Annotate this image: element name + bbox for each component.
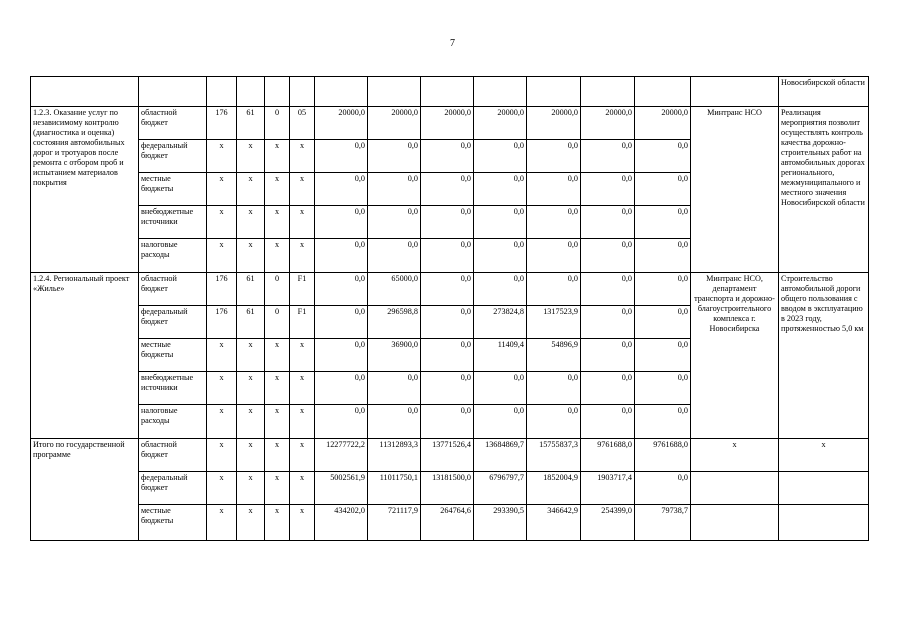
budget-code: x <box>290 206 315 239</box>
funding-amount: 0,0 <box>527 273 581 306</box>
funding-source: областной бюджет <box>139 273 207 306</box>
funding-amount: 20000,0 <box>421 107 474 140</box>
funding-amount: 1852004,9 <box>527 472 581 505</box>
total-row <box>31 505 869 541</box>
funding-amount: 0,0 <box>421 239 474 273</box>
budget-code: x <box>265 439 290 472</box>
funding-amount: 79738,7 <box>635 505 691 541</box>
budget-code: x <box>265 339 290 372</box>
budget-code: x <box>207 140 237 173</box>
funding-amount: 1317523,9 <box>527 306 581 339</box>
funding-amount: 0,0 <box>635 339 691 372</box>
funding-source: областной бюджет <box>139 107 207 140</box>
funding-amount: 20000,0 <box>635 107 691 140</box>
budget-code: 61 <box>237 306 265 339</box>
budget-code: 0 <box>265 306 290 339</box>
budget-code: x <box>290 372 315 405</box>
expected-result-cell: Реализация мероприятия позволит осуществлять контроль качества дорожно-строительных работ на автомобильных дорогах регионального, межмуниципального и местного значения Новосибирской области <box>779 107 869 273</box>
budget-code: x <box>290 405 315 439</box>
budget-code: x <box>290 505 315 541</box>
funding-amount: 0,0 <box>635 206 691 239</box>
budget-code: x <box>265 405 290 439</box>
executor-cell <box>691 505 779 541</box>
funding-row <box>31 107 869 140</box>
expected-result-cell: Строительство автомобильной дороги общего пользования с вводом в эксплуатацию в 2023 году, протяженностью 5,0 км <box>779 273 869 439</box>
budget-code: x <box>207 173 237 206</box>
funding-amount: 264764,6 <box>421 505 474 541</box>
funding-amount: 11011750,1 <box>368 472 421 505</box>
funding-amount: 0,0 <box>635 173 691 206</box>
funding-source: налоговые расходы <box>139 405 207 439</box>
funding-amount: 20000,0 <box>368 107 421 140</box>
funding-amount: 0,0 <box>315 206 368 239</box>
funding-amount: 11409,4 <box>474 339 527 372</box>
funding-amount: 0,0 <box>368 140 421 173</box>
executor-cell: Минтранс НСО, департамент транспорта и дорожно-благоустроительного комплекса г. Новосибирска <box>691 273 779 439</box>
total-row <box>31 439 869 472</box>
funding-amount: 0,0 <box>527 173 581 206</box>
funding-amount: 0,0 <box>581 173 635 206</box>
budget-code: x <box>290 173 315 206</box>
funding-amount: 11312893,3 <box>368 439 421 472</box>
funding-amount: 0,0 <box>315 306 368 339</box>
funding-amount: 0,0 <box>421 306 474 339</box>
budget-code: x <box>265 505 290 541</box>
funding-amount: 346642,9 <box>527 505 581 541</box>
funding-amount: 12277722,2 <box>315 439 368 472</box>
funding-amount: 20000,0 <box>315 107 368 140</box>
budget-code: 61 <box>237 273 265 306</box>
funding-amount: 0,0 <box>474 173 527 206</box>
budget-code: F1 <box>290 273 315 306</box>
funding-amount: 6796797,7 <box>474 472 527 505</box>
budget-code: x <box>265 239 290 273</box>
budget-code: x <box>237 372 265 405</box>
funding-amount: 13684869,7 <box>474 439 527 472</box>
funding-amount: 0,0 <box>527 372 581 405</box>
funding-amount: 0,0 <box>581 206 635 239</box>
funding-amount: 0,0 <box>315 405 368 439</box>
funding-amount: 9761688,0 <box>581 439 635 472</box>
funding-amount: 20000,0 <box>581 107 635 140</box>
continuation-row <box>31 77 869 107</box>
funding-amount: 54896,9 <box>527 339 581 372</box>
budget-code: x <box>290 439 315 472</box>
funding-amount: 0,0 <box>527 239 581 273</box>
funding-amount: 0,0 <box>527 140 581 173</box>
funding-amount: 0,0 <box>635 405 691 439</box>
funding-amount: 0,0 <box>581 306 635 339</box>
funding-amount: 20000,0 <box>474 107 527 140</box>
funding-amount: 36900,0 <box>368 339 421 372</box>
budget-code: x <box>237 239 265 273</box>
budget-code: x <box>207 405 237 439</box>
funding-amount: 0,0 <box>635 306 691 339</box>
funding-source: внебюджетные источники <box>139 206 207 239</box>
funding-amount: 0,0 <box>421 173 474 206</box>
program-total-label: Итого по государственной программе <box>31 439 139 541</box>
funding-amount: 65000,0 <box>368 273 421 306</box>
funding-amount: 254399,0 <box>581 505 635 541</box>
funding-amount: 0,0 <box>581 405 635 439</box>
funding-amount: 0,0 <box>421 206 474 239</box>
budget-code: 176 <box>207 273 237 306</box>
funding-amount: 293390,5 <box>474 505 527 541</box>
funding-amount: 721117,9 <box>368 505 421 541</box>
funding-amount: 0,0 <box>635 273 691 306</box>
budget-code: 0 <box>265 107 290 140</box>
budget-code: x <box>265 372 290 405</box>
funding-amount: 0,0 <box>635 239 691 273</box>
executor-cell <box>691 472 779 505</box>
program-funding-table <box>30 76 869 541</box>
budget-code: x <box>237 439 265 472</box>
budget-code: x <box>237 339 265 372</box>
funding-amount: 20000,0 <box>527 107 581 140</box>
total-row <box>31 472 869 505</box>
funding-amount: 0,0 <box>474 239 527 273</box>
page-number: 7 <box>450 38 455 49</box>
budget-code: 176 <box>207 306 237 339</box>
funding-amount: 273824,8 <box>474 306 527 339</box>
funding-amount: 0,0 <box>315 339 368 372</box>
funding-amount: 13771526,4 <box>421 439 474 472</box>
funding-amount: 0,0 <box>581 239 635 273</box>
funding-amount: 0,0 <box>421 339 474 372</box>
budget-code: x <box>237 206 265 239</box>
funding-amount: 0,0 <box>474 206 527 239</box>
budget-code: x <box>237 472 265 505</box>
funding-amount: 0,0 <box>368 173 421 206</box>
budget-code: x <box>290 472 315 505</box>
funding-source: местные бюджеты <box>139 339 207 372</box>
expected-result-cell <box>779 472 869 505</box>
funding-amount: 5002561,9 <box>315 472 368 505</box>
funding-amount: 0,0 <box>635 372 691 405</box>
budget-code: 0 <box>265 273 290 306</box>
funding-amount: 0,0 <box>421 372 474 405</box>
funding-source: налоговые расходы <box>139 239 207 273</box>
funding-amount: 0,0 <box>474 140 527 173</box>
budget-code: x <box>290 239 315 273</box>
budget-code: x <box>265 206 290 239</box>
expected-result-cell <box>779 505 869 541</box>
funding-amount: 0,0 <box>581 372 635 405</box>
budget-code: F1 <box>290 306 315 339</box>
funding-amount: 9761688,0 <box>635 439 691 472</box>
measure-name: 1.2.4. Региональный проект «Жилье» <box>31 273 139 439</box>
funding-row <box>31 273 869 306</box>
funding-amount: 0,0 <box>474 372 527 405</box>
funding-amount: 0,0 <box>581 339 635 372</box>
expected-result-cell: x <box>779 439 869 472</box>
funding-amount: 0,0 <box>635 472 691 505</box>
budget-code: x <box>207 372 237 405</box>
funding-amount: 0,0 <box>315 239 368 273</box>
budget-code: x <box>207 439 237 472</box>
budget-code: 61 <box>237 107 265 140</box>
funding-amount: 0,0 <box>315 273 368 306</box>
budget-code: 176 <box>207 107 237 140</box>
funding-amount: 0,0 <box>315 173 368 206</box>
funding-amount: 0,0 <box>474 405 527 439</box>
budget-code: x <box>237 140 265 173</box>
funding-amount: 0,0 <box>421 273 474 306</box>
funding-amount: 0,0 <box>368 239 421 273</box>
budget-code: x <box>290 339 315 372</box>
budget-code: x <box>207 206 237 239</box>
executor-cell: Минтранс НСО <box>691 107 779 273</box>
funding-amount: 296598,8 <box>368 306 421 339</box>
expected-result-cell: Новосибирской области <box>779 77 869 107</box>
budget-code: x <box>265 173 290 206</box>
funding-amount: 13181500,0 <box>421 472 474 505</box>
funding-amount: 15755837,3 <box>527 439 581 472</box>
budget-code: x <box>237 505 265 541</box>
budget-code: x <box>237 405 265 439</box>
funding-amount: 0,0 <box>315 140 368 173</box>
budget-code: x <box>207 339 237 372</box>
budget-code: x <box>207 472 237 505</box>
funding-source: внебюджетные источники <box>139 372 207 405</box>
funding-amount: 0,0 <box>527 206 581 239</box>
funding-source: местные бюджеты <box>139 505 207 541</box>
funding-amount: 0,0 <box>474 273 527 306</box>
budget-code: x <box>265 472 290 505</box>
funding-amount: 0,0 <box>581 140 635 173</box>
funding-source: областной бюджет <box>139 439 207 472</box>
budget-code: x <box>265 140 290 173</box>
funding-source: федеральный бюджет <box>139 306 207 339</box>
funding-source: федеральный бюджет <box>139 140 207 173</box>
funding-amount: 0,0 <box>635 140 691 173</box>
budget-code: x <box>207 239 237 273</box>
funding-amount: 0,0 <box>368 206 421 239</box>
funding-amount: 0,0 <box>368 405 421 439</box>
budget-code: x <box>290 140 315 173</box>
executor-cell: x <box>691 439 779 472</box>
budget-code: 05 <box>290 107 315 140</box>
funding-amount: 1903717,4 <box>581 472 635 505</box>
measure-name: 1.2.3. Оказание услуг по независимому контролю (диагностика и оценка) состояния автомобильных дорог и тротуаров после ремонта с отбором проб и испытанием материалов покрытия <box>31 107 139 273</box>
funding-amount: 0,0 <box>421 405 474 439</box>
funding-amount: 0,0 <box>421 140 474 173</box>
funding-source: федеральный бюджет <box>139 472 207 505</box>
budget-code: x <box>207 505 237 541</box>
funding-amount: 0,0 <box>368 372 421 405</box>
funding-amount: 0,0 <box>581 273 635 306</box>
funding-source: местные бюджеты <box>139 173 207 206</box>
funding-amount: 434202,0 <box>315 505 368 541</box>
funding-amount: 0,0 <box>315 372 368 405</box>
funding-amount: 0,0 <box>527 405 581 439</box>
budget-code: x <box>237 173 265 206</box>
